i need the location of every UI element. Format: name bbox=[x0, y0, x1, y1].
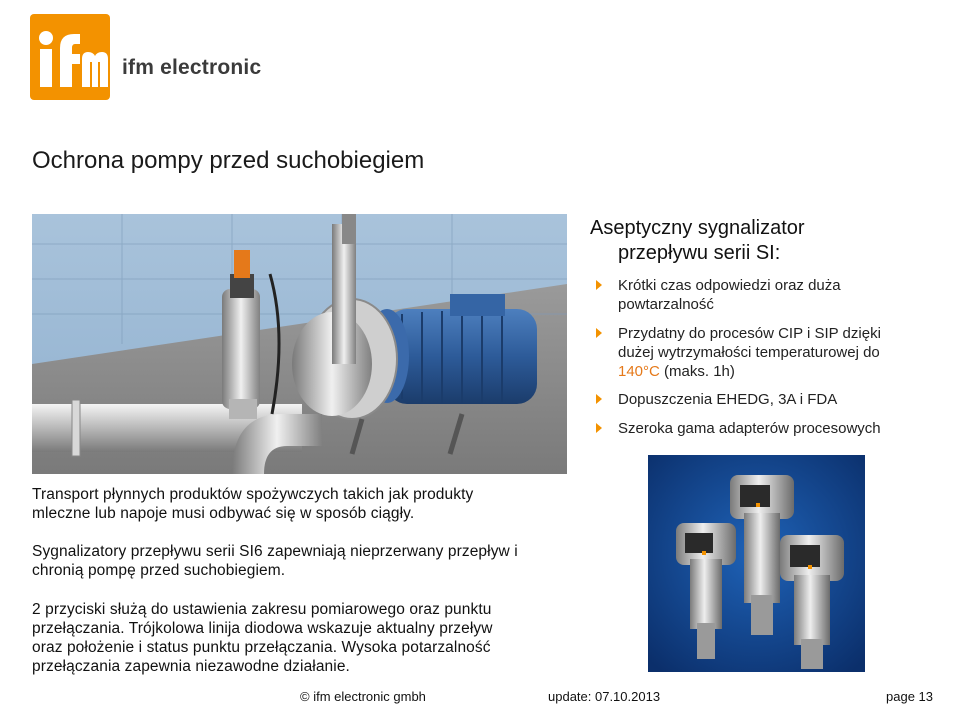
arrow-right-icon bbox=[596, 328, 602, 338]
arrow-right-icon bbox=[596, 394, 602, 404]
feature-bullet bbox=[598, 324, 928, 381]
arrow-right-icon bbox=[596, 280, 602, 290]
body-paragraph bbox=[32, 542, 572, 580]
logo-wordmark: ifm electronic bbox=[122, 56, 262, 79]
bullet-text-line: Przydatny do procesów CIP i SIP dzięki bbox=[618, 325, 881, 342]
paragraph-line: przełączania zapewnia niezawodne działanie. bbox=[32, 658, 350, 675]
paragraph-line: Sygnalizatory przepływu serii SI6 zapewniają nieprzerwany przepływ i bbox=[32, 543, 518, 560]
arrow-right-icon bbox=[596, 423, 602, 433]
paragraph-line: oraz położenie i status punktu przełączania. Wysoka potarzalność bbox=[32, 639, 491, 656]
side-heading bbox=[590, 216, 930, 266]
feature-bullet bbox=[598, 390, 928, 409]
bullet-text-line: dużej wytrzymałości temperaturowej do bbox=[618, 344, 880, 361]
pump-illustration bbox=[32, 214, 567, 474]
body-paragraph bbox=[32, 485, 572, 523]
copyright-text: © ifm electronic gmbh bbox=[300, 689, 426, 704]
side-heading-line1: Aseptyczny sygnalizator bbox=[590, 217, 805, 239]
paragraph-line: mleczne lub napoje musi odbywać się w sposób ciągły. bbox=[32, 505, 415, 522]
temperature-highlight: 140°C bbox=[618, 363, 660, 380]
bullet-text-line: Krótki czas odpowiedzi oraz duża bbox=[618, 277, 841, 294]
ifm-logo bbox=[30, 14, 270, 104]
paragraph-line: chronią pompę przed suchobiegiem. bbox=[32, 562, 286, 579]
bullet-text-line: Dopuszczenia EHEDG, 3A i FDA bbox=[618, 391, 838, 408]
page-title: Ochrona pompy przed suchobiegiem bbox=[32, 147, 425, 174]
feature-bullet bbox=[598, 419, 928, 438]
bullet-text-line: powtarzalność bbox=[618, 296, 714, 313]
update-date: update: 07.10.2013 bbox=[548, 689, 661, 704]
page-number: page 13 bbox=[886, 689, 933, 704]
bullet-text-line bbox=[618, 362, 928, 381]
paragraph-line: 2 przyciski służą do ustawienia zakresu pomiarowego oraz punktu bbox=[32, 601, 492, 618]
flow-sensor-photo bbox=[648, 455, 865, 672]
side-heading-line2: przepływu serii SI: bbox=[618, 242, 781, 264]
paragraph-line: Transport płynnych produktów spożywczych takich jak produkty bbox=[32, 486, 474, 503]
feature-bullet bbox=[598, 276, 928, 314]
ifm-logo-mark bbox=[30, 14, 110, 100]
paragraph-line: przełączania. Trójkolowa linija diodowa wskazuje aktualny przeływ bbox=[32, 620, 493, 637]
footer bbox=[0, 686, 960, 710]
bullet-text-line: Szeroka gama adapterów procesowych bbox=[618, 420, 881, 437]
body-paragraph bbox=[32, 600, 572, 676]
temperature-note: (maks. 1h) bbox=[659, 363, 735, 380]
